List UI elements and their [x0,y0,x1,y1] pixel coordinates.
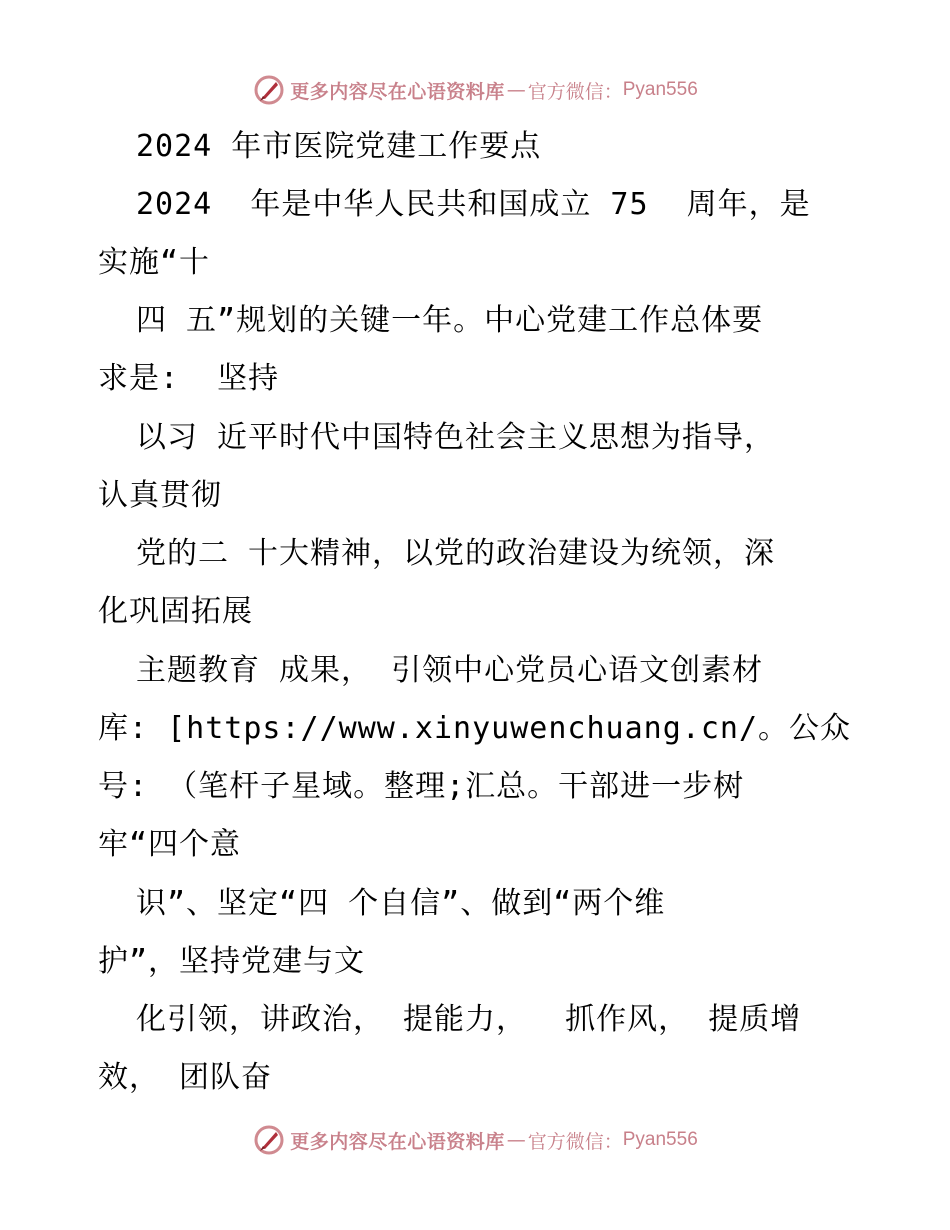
watermark-wechat-id: Pyan556 [622,79,698,100]
body-line: 求是: 坚持 [98,361,280,396]
body-line: 实施“十 [98,245,211,280]
watermark-official-label: 官方微信： [527,80,623,103]
body-line: 护”，坚持党建与文 [98,944,366,979]
body-line: 四 五”规划的关键一年。中心党建工作总体要 [136,303,764,338]
body-line: 效， 团队奋 [98,1060,273,1095]
footer-watermark [0,1120,950,1160]
watermark-dash: — [506,1129,526,1151]
watermark-wechat-id: Pyan556 [622,1129,698,1150]
body-line: 2024 年是中华人民共和国成立 75 周年，是 [136,187,811,222]
body-line: 牢“四个意 [98,827,242,862]
body-line: 库: [https://www.xinyuwenchuang.cn/。公众 [98,711,852,746]
quill-logo-icon [252,73,286,107]
body-line: 化引领，讲政治， 提能力， 抓作风， 提质增 [136,1002,802,1037]
document-title: 2024 年市医院党建工作要点 [136,129,542,164]
body-line: 以习 近平时代中国特色社会主义思想为指导， [136,420,776,455]
watermark-brand: 更多内容尽在心语资料库 [290,1130,505,1153]
watermark-brand: 更多内容尽在心语资料库 [290,80,505,103]
body-line: 识”、坚定“四 个自信”、做到“两个维 [136,886,666,921]
body-line: 认真贯彻 [98,478,222,513]
body-line: 号: （笔杆子星域。整理;汇总。干部进一步树 [98,769,745,804]
watermark-dash: — [506,79,526,101]
quill-logo-icon [252,1123,286,1157]
watermark-official-label: 官方微信： [527,1130,623,1153]
body-line: 化巩固拓展 [98,594,253,629]
header-watermark [0,70,950,110]
body-line: 党的二 十大精神，以党的政治建设为统领，深 [136,536,776,571]
body-line: 主题教育 成果， 引领中心党员心语文创素材 [136,653,764,688]
